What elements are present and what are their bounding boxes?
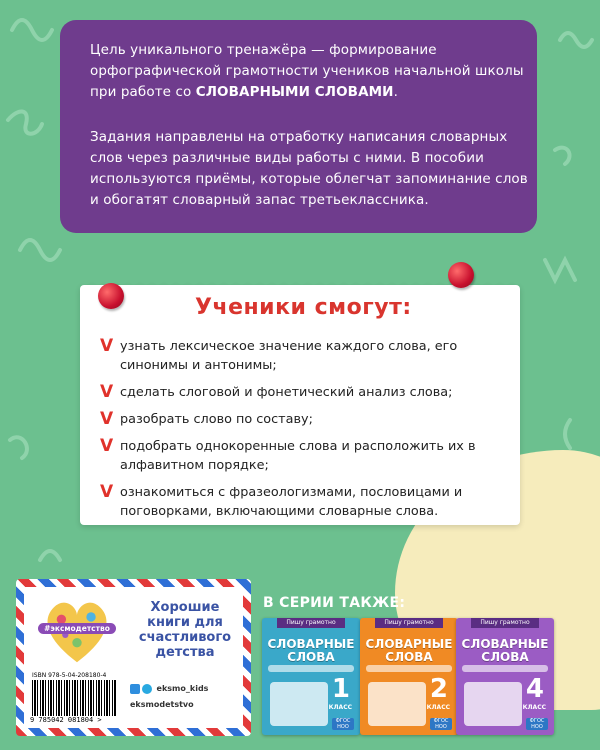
isbn: ISBN 978-5-04-208180-4	[32, 672, 107, 679]
list-item: V подобрать однокоренные слова и расположить их в алфавитном порядке;	[100, 436, 476, 473]
series-title: В СЕРИИ ТАКЖЕ:	[263, 595, 406, 611]
description-paragraph-2: Задания направлены на отработку написания словарных слов через различные виды работы с ними. В пособии используются приёмы, которые облегчат запоминание слов и обогатят словарный запас третьеклассника.	[90, 129, 528, 208]
social-handle-2[interactable]: eksmodetstvo	[130, 700, 194, 709]
book-grade-label: КЛАСС	[522, 704, 546, 711]
social-handle-1[interactable]: eksmo_kids	[156, 684, 209, 693]
book-title: СЛОВАРНЫЕ СЛОВА	[365, 637, 453, 664]
skills-list	[100, 337, 510, 529]
book-grade-label: КЛАСС	[328, 704, 352, 711]
book-band: Пишу грамотно	[277, 618, 345, 628]
list-item: V ознакомиться с фразеологизмами, пословицами и поговорками, включающими словарные слова.	[100, 482, 463, 519]
hashtag-label: #эксмодетство	[38, 623, 116, 634]
book-grade: 2	[429, 674, 448, 704]
series-book-1[interactable]	[262, 618, 360, 735]
book-subtitle-bar	[268, 665, 354, 672]
book-title: СЛОВАРНЫЕ СЛОВА	[461, 637, 549, 664]
book-illustration	[368, 682, 426, 726]
fgos-badge: ФГОС НОО	[526, 718, 548, 730]
list-item: V узнать лексическое значение каждого слова, его синонимы и антонимы;	[100, 336, 458, 373]
check-icon: V	[100, 336, 114, 356]
slogan: Хорошие книги для счастливого детства	[138, 600, 232, 660]
list-item: V сделать слоговой и фонетический анализ слова;	[100, 382, 453, 402]
series-book-3[interactable]	[456, 618, 554, 735]
description-paragraph-1: Цель уникального тренажёра — формирование орфографической грамотности учеников начальной школы при работе со СЛОВАРНЫМИ СЛОВАМИ.	[90, 42, 524, 100]
check-icon: V	[100, 409, 114, 429]
pushpin-icon	[448, 262, 474, 288]
book-illustration	[464, 682, 522, 726]
barcode-digits: 9 785042 081804 >	[30, 716, 102, 724]
book-band: Пишу грамотно	[471, 618, 539, 628]
book-grade: 1	[331, 674, 350, 704]
fgos-badge: ФГОС НОО	[430, 718, 452, 730]
fgos-badge: ФГОС НОО	[332, 718, 354, 730]
book-subtitle-bar	[462, 665, 548, 672]
check-icon: V	[100, 482, 114, 502]
book-grade: 4	[525, 674, 544, 704]
book-subtitle-bar	[366, 665, 452, 672]
description-box	[60, 20, 537, 233]
book-grade-label: КЛАСС	[426, 704, 450, 711]
telegram-icon	[142, 684, 152, 694]
list-item: V разобрать слово по составу;	[100, 409, 313, 429]
book-illustration	[270, 682, 328, 726]
book-title: СЛОВАРНЫЕ СЛОВА	[267, 637, 355, 664]
skills-note	[80, 285, 520, 525]
vk-icon	[130, 684, 140, 694]
check-icon: V	[100, 436, 114, 456]
barcode	[32, 680, 116, 716]
skills-title: Ученики смогут:	[195, 295, 412, 320]
series-book-2[interactable]	[360, 618, 458, 735]
book-band: Пишу грамотно	[375, 618, 443, 628]
pushpin-icon	[98, 283, 124, 309]
social-links	[130, 683, 208, 711]
check-icon: V	[100, 382, 114, 402]
